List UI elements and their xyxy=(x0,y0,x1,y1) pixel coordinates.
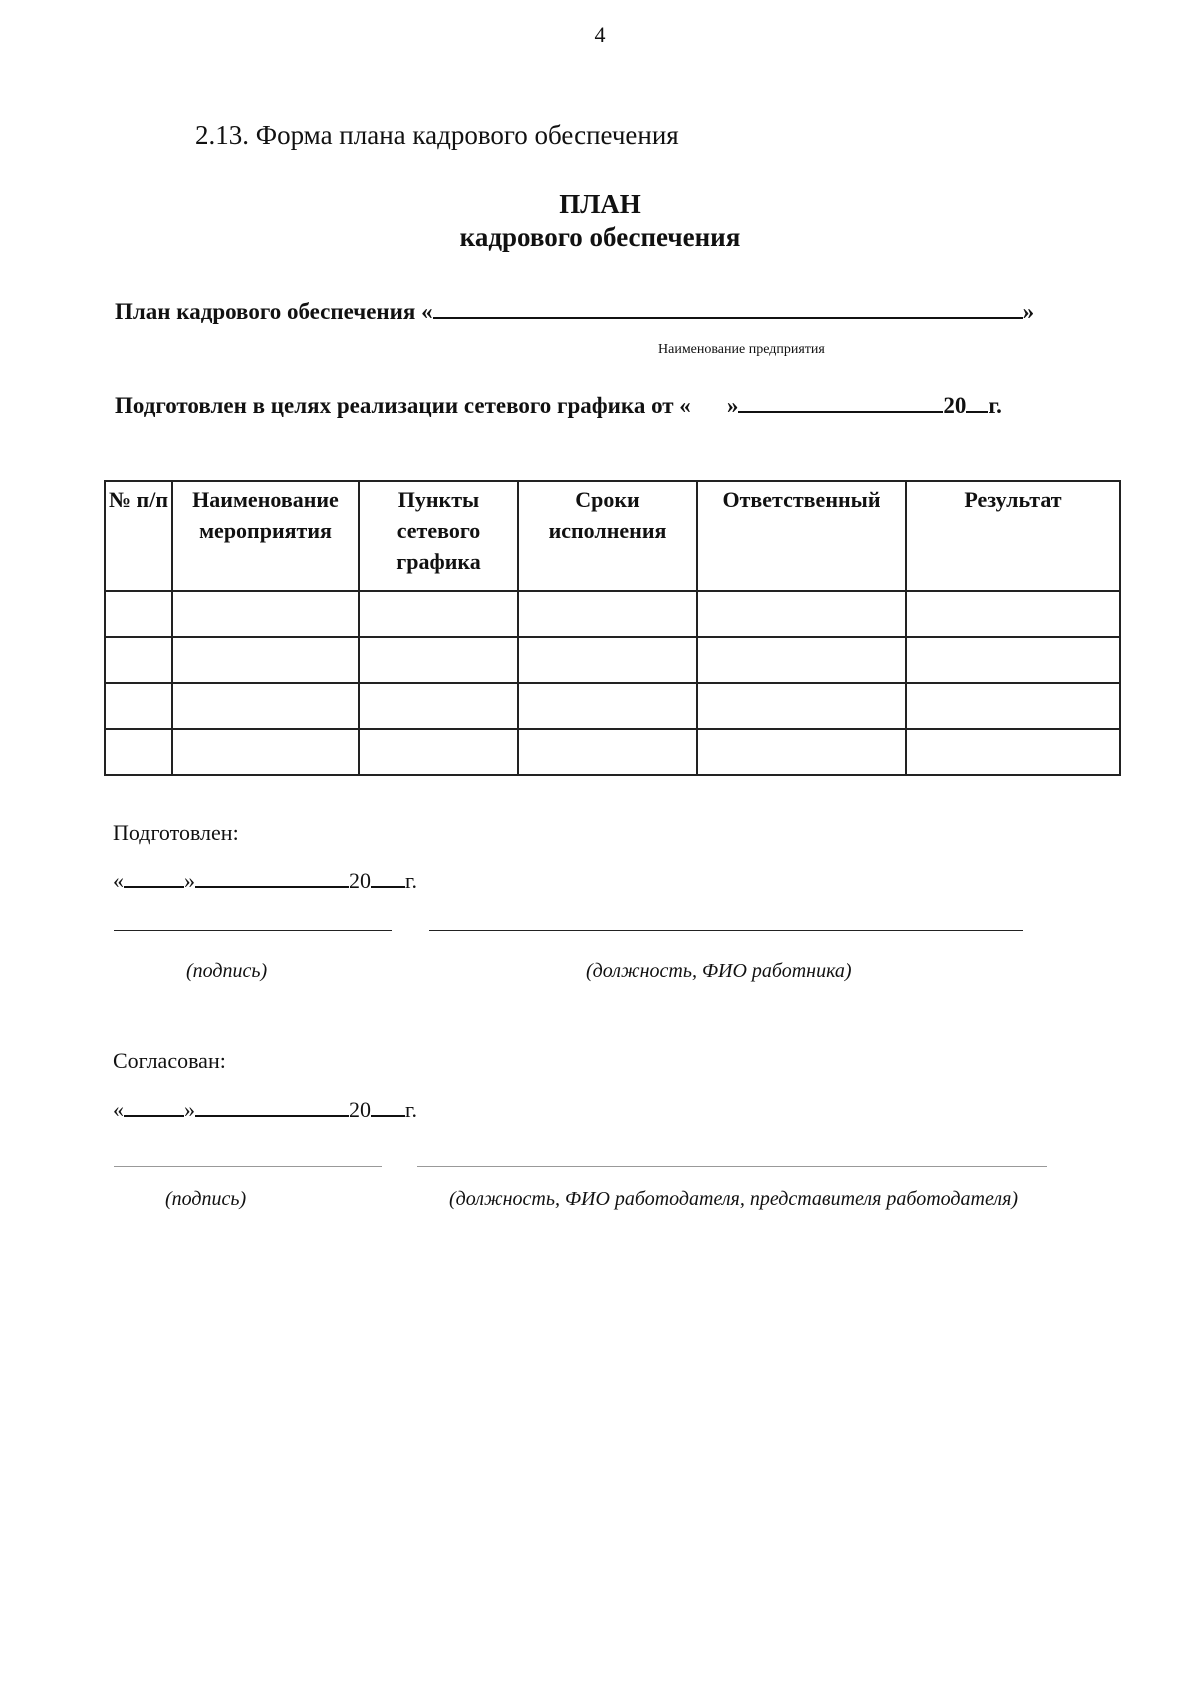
prepared-month-field[interactable] xyxy=(195,866,349,888)
agreed-date-line xyxy=(113,1095,417,1123)
agreed-position-line[interactable] xyxy=(417,1166,1047,1167)
table-cell[interactable] xyxy=(906,591,1120,637)
prepared-position-line[interactable] xyxy=(429,930,1023,931)
agreed-position-caption: (должность, ФИО работодателя, представителя работодателя) xyxy=(449,1188,1019,1210)
prepared-date-open-quote: « xyxy=(113,868,124,893)
prepared-line-close-quote: » xyxy=(726,393,739,418)
table-header-row xyxy=(105,481,1120,591)
plan-line xyxy=(115,297,1034,325)
agreed-date-open-quote: « xyxy=(113,1097,124,1122)
table-cell[interactable] xyxy=(906,683,1120,729)
company-name-caption: Наименование предприятия xyxy=(658,342,825,357)
table-cell[interactable] xyxy=(359,591,518,637)
table-cell[interactable] xyxy=(697,637,906,683)
plan-line-close-quote: » xyxy=(1022,299,1035,324)
prepared-line xyxy=(115,391,1002,419)
company-name-field[interactable] xyxy=(433,297,1023,319)
agreed-year-field[interactable] xyxy=(371,1095,405,1117)
prepared-signature-caption: (подпись) xyxy=(186,960,268,982)
document-subtitle: кадрового обеспечения xyxy=(459,222,741,252)
prepared-date-line xyxy=(113,866,417,894)
col-header-responsible: Ответственный xyxy=(697,481,906,591)
table-cell[interactable] xyxy=(105,637,172,683)
table-cell[interactable] xyxy=(518,591,697,637)
document-title: ПЛАН xyxy=(559,189,641,219)
table-cell[interactable] xyxy=(697,683,906,729)
schedule-year-field[interactable] xyxy=(966,391,988,413)
table-cell[interactable] xyxy=(172,637,359,683)
agreed-date-close-quote: » xyxy=(184,1097,195,1122)
table-cell[interactable] xyxy=(518,729,697,775)
prepared-year-field[interactable] xyxy=(371,866,405,888)
agreed-heading: Согласован: xyxy=(113,1048,226,1073)
agreed-signature-line[interactable] xyxy=(114,1166,382,1167)
plan-line-label: План кадрового обеспечения « xyxy=(115,299,433,324)
prepared-signature-line[interactable] xyxy=(114,930,392,931)
table-cell[interactable] xyxy=(518,683,697,729)
col-header-result: Результат xyxy=(906,481,1120,591)
prepared-date-close-quote: » xyxy=(184,868,195,893)
agreed-day-field[interactable] xyxy=(124,1095,184,1117)
table-cell[interactable] xyxy=(906,637,1120,683)
table-cell[interactable] xyxy=(172,683,359,729)
table-cell[interactable] xyxy=(359,637,518,683)
table-cell[interactable] xyxy=(105,729,172,775)
plan-table xyxy=(104,480,1121,776)
table-cell[interactable] xyxy=(906,729,1120,775)
table-row xyxy=(105,591,1120,637)
section-title: 2.13. Форма плана кадрового обеспечения xyxy=(195,120,679,150)
table-row xyxy=(105,637,1120,683)
prepared-line-label: Подготовлен в целях реализации сетевого графика от « xyxy=(115,393,691,418)
table-cell[interactable] xyxy=(172,591,359,637)
col-header-event-name: Наименование мероприятия xyxy=(172,481,359,591)
table-cell[interactable] xyxy=(172,729,359,775)
table-cell[interactable] xyxy=(697,591,906,637)
schedule-day-field[interactable] xyxy=(691,393,727,413)
agreed-year-prefix: 20 xyxy=(349,1097,371,1122)
table-row xyxy=(105,729,1120,775)
col-header-deadlines: Сроки исполнения xyxy=(518,481,697,591)
prepared-year-prefix: 20 xyxy=(349,868,371,893)
prepared-line-year-suffix: г. xyxy=(988,393,1002,418)
table-cell[interactable] xyxy=(697,729,906,775)
table-cell[interactable] xyxy=(105,683,172,729)
prepared-heading: Подготовлен: xyxy=(113,820,239,845)
table-cell[interactable] xyxy=(518,637,697,683)
table-cell[interactable] xyxy=(105,591,172,637)
table-cell[interactable] xyxy=(359,729,518,775)
prepared-year-suffix: г. xyxy=(405,868,418,893)
agreed-month-field[interactable] xyxy=(195,1095,349,1117)
table-cell[interactable] xyxy=(359,683,518,729)
page-number: 4 xyxy=(594,22,606,47)
table-row xyxy=(105,683,1120,729)
agreed-signature-caption: (подпись) xyxy=(165,1188,247,1210)
col-header-number: № п/п xyxy=(105,481,172,591)
col-header-schedule-items: Пункты сетевого графика xyxy=(359,481,518,591)
agreed-year-suffix: г. xyxy=(405,1097,418,1122)
schedule-month-field[interactable] xyxy=(738,391,943,413)
prepared-position-caption: (должность, ФИО работника) xyxy=(586,960,852,982)
prepared-line-year-prefix: 20 xyxy=(943,393,967,418)
prepared-day-field[interactable] xyxy=(124,866,184,888)
